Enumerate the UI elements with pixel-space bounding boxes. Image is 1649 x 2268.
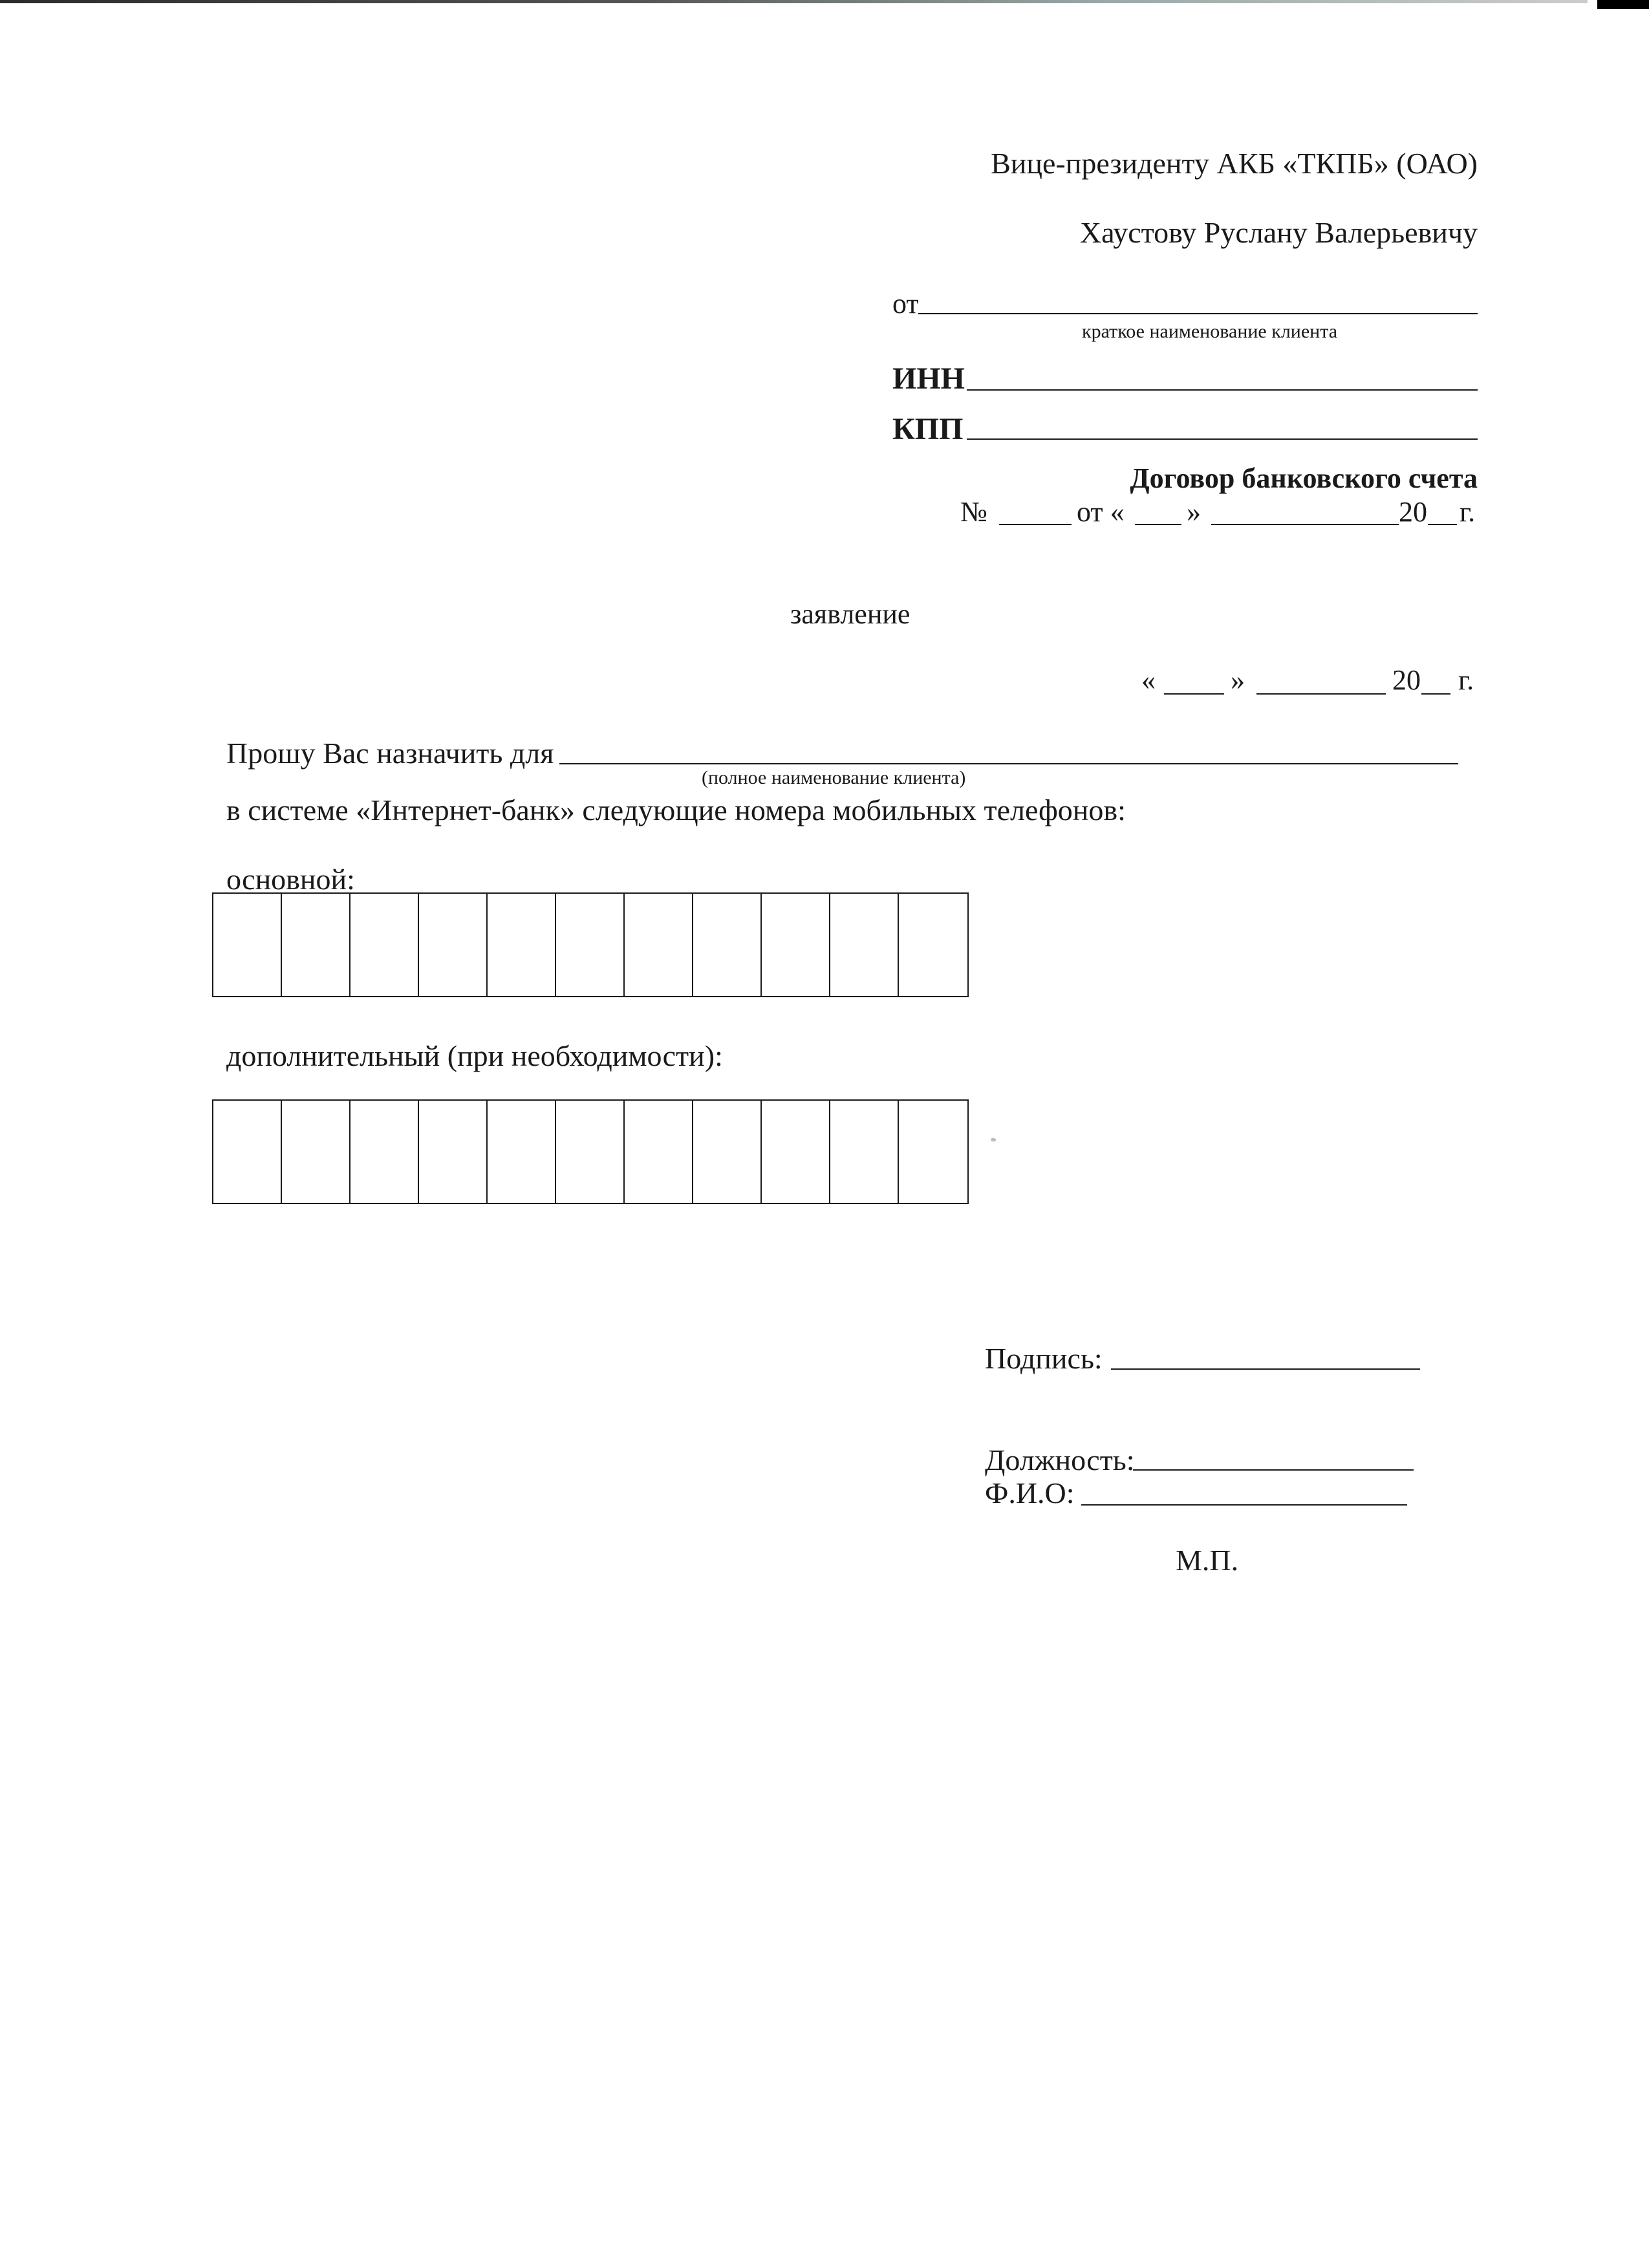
- kpp-label: КПП: [892, 412, 964, 446]
- contract-year-field[interactable]: [1428, 524, 1457, 525]
- phone-digit-cell[interactable]: [350, 1101, 419, 1203]
- phone-digit-cell[interactable]: [350, 894, 419, 996]
- phone-digit-cell[interactable]: [213, 894, 282, 996]
- contract-number-field[interactable]: [999, 524, 1072, 525]
- full-name-field[interactable]: [1081, 1504, 1407, 1506]
- phone-digit-cell[interactable]: [899, 894, 967, 996]
- contract-title: Договор банковского счета: [1130, 462, 1478, 494]
- inn-field[interactable]: [967, 389, 1478, 391]
- date-quote-close: »: [1231, 664, 1245, 696]
- phone-digit-cell[interactable]: [625, 894, 693, 996]
- position-field[interactable]: [1133, 1469, 1414, 1471]
- client-full-name-caption: (полное наименование клиента): [702, 767, 966, 788]
- phone-digit-cell[interactable]: [762, 894, 830, 996]
- phone-digit-cell[interactable]: [899, 1101, 967, 1203]
- phone-digit-cell[interactable]: [830, 1101, 899, 1203]
- secondary-phone-input[interactable]: [212, 1099, 969, 1204]
- scan-speck: [991, 1138, 996, 1141]
- client-short-name-field[interactable]: [918, 313, 1478, 314]
- phone-digit-cell[interactable]: [556, 894, 625, 996]
- from-label: от: [892, 288, 919, 319]
- phone-digit-cell[interactable]: [556, 1101, 625, 1203]
- date-year-field[interactable]: [1421, 693, 1450, 695]
- contract-number-sign: №: [960, 496, 987, 528]
- contract-day-field[interactable]: [1135, 524, 1181, 525]
- scan-top-edge: [0, 0, 1588, 3]
- client-full-name-field[interactable]: [559, 763, 1458, 764]
- phone-digit-cell[interactable]: [282, 1101, 350, 1203]
- contract-month-field[interactable]: [1211, 524, 1399, 525]
- client-short-name-caption: краткое наименование клиента: [1082, 321, 1338, 342]
- kpp-field[interactable]: [967, 438, 1478, 440]
- secondary-phone-label: дополнительный (при необходимости):: [226, 1039, 723, 1072]
- date-day-field[interactable]: [1164, 693, 1224, 695]
- phone-digit-cell[interactable]: [419, 894, 488, 996]
- primary-phone-input[interactable]: [212, 892, 969, 997]
- request-line-2: в системе «Интернет-банк» следующие номера мобильных телефонов:: [226, 794, 1126, 826]
- signature-label: Подпись:: [985, 1342, 1103, 1375]
- scan-corner-mark: [1597, 0, 1649, 9]
- addressee-line-1: Вице-президенту АКБ «ТКПБ» (ОАО): [991, 147, 1478, 180]
- contract-quote-close: »: [1187, 496, 1201, 528]
- signature-field[interactable]: [1111, 1368, 1420, 1370]
- date-year-suffix: г.: [1458, 664, 1474, 696]
- contract-year-prefix: 20: [1399, 496, 1427, 528]
- phone-digit-cell[interactable]: [488, 894, 556, 996]
- phone-digit-cell[interactable]: [625, 1101, 693, 1203]
- phone-digit-cell[interactable]: [213, 1101, 282, 1203]
- request-prefix: Прошу Вас назначить для: [226, 737, 554, 770]
- phone-digit-cell[interactable]: [488, 1101, 556, 1203]
- addressee-line-2: Хаустову Руслану Валерьевичу: [1079, 216, 1478, 249]
- phone-digit-cell[interactable]: [419, 1101, 488, 1203]
- phone-digit-cell[interactable]: [830, 894, 899, 996]
- date-year-prefix: 20: [1392, 664, 1421, 696]
- full-name-label: Ф.И.О:: [985, 1476, 1075, 1509]
- phone-digit-cell[interactable]: [693, 1101, 762, 1203]
- document-title: заявление: [790, 598, 911, 630]
- phone-digit-cell[interactable]: [693, 894, 762, 996]
- position-label: Должность:: [985, 1443, 1135, 1476]
- inn-label: ИНН: [892, 362, 965, 396]
- phone-digit-cell[interactable]: [762, 1101, 830, 1203]
- primary-phone-label: основной:: [226, 863, 355, 896]
- date-quote-open: «: [1141, 664, 1156, 696]
- contract-year-suffix: г.: [1460, 496, 1476, 528]
- contract-from-label: от «: [1077, 496, 1125, 528]
- date-month-field[interactable]: [1256, 693, 1386, 695]
- stamp-place-label: М.П.: [1176, 1544, 1239, 1577]
- phone-digit-cell[interactable]: [282, 894, 350, 996]
